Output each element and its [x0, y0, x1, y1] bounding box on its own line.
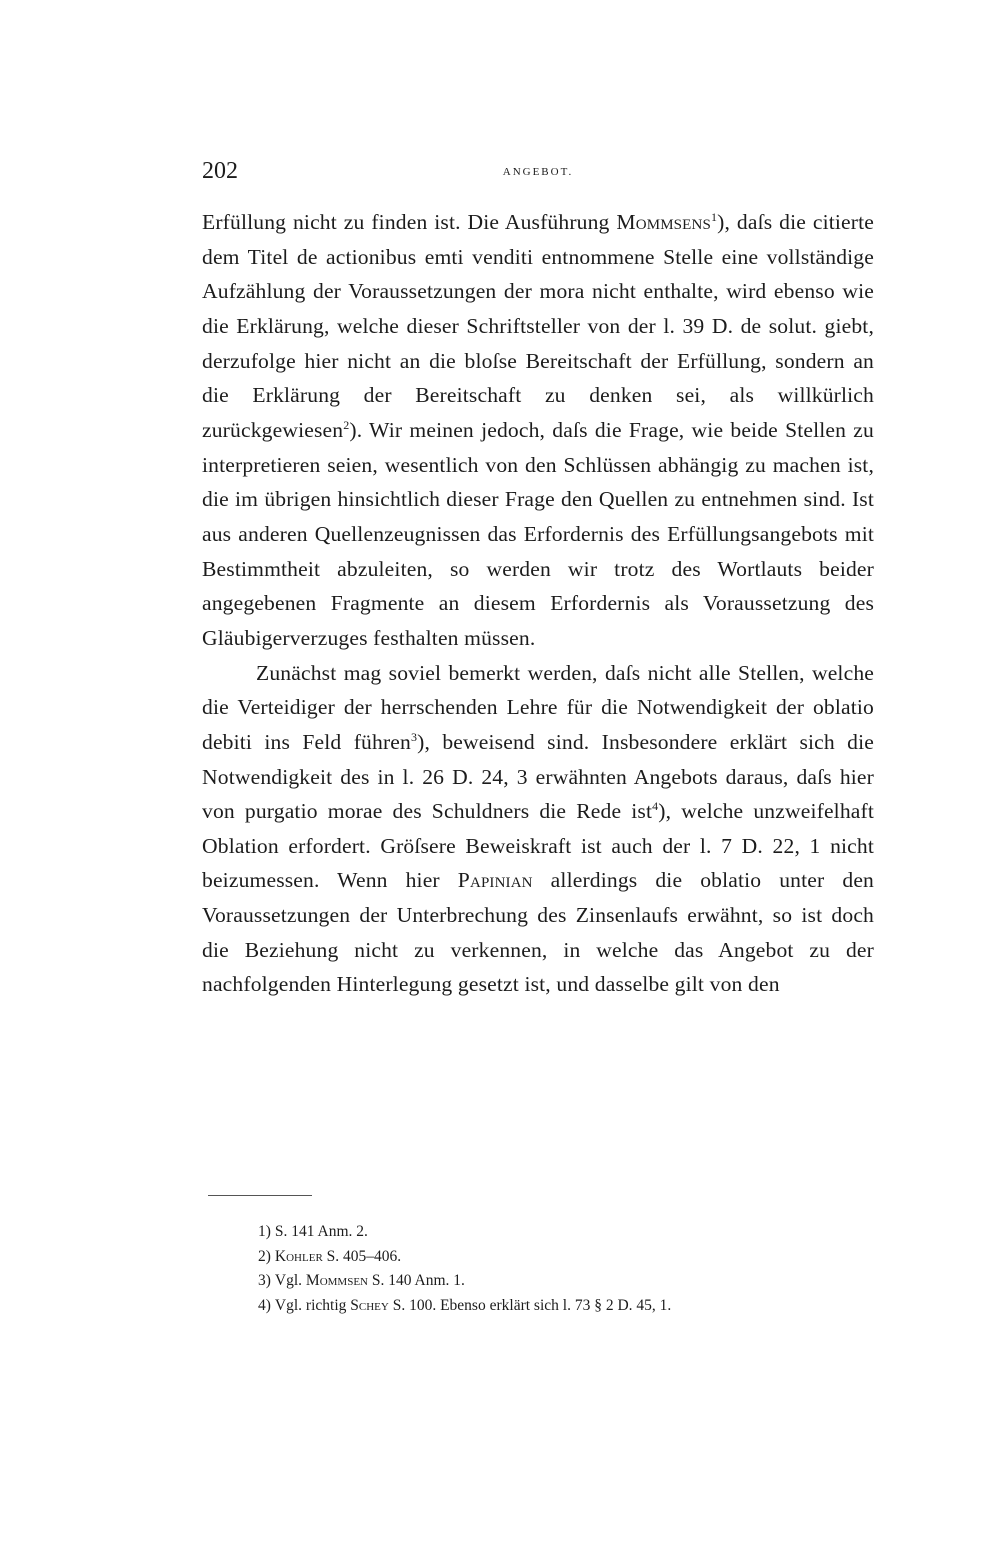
footnote — [258, 1245, 898, 1270]
author-name: Schey — [350, 1296, 389, 1314]
text-run: Vgl. richtig — [274, 1296, 351, 1314]
footnote-divider — [208, 1195, 312, 1196]
footnote — [258, 1269, 898, 1294]
footnote-ref: 4 — [652, 799, 659, 814]
footnote — [258, 1294, 898, 1319]
footnote-number: 4) — [258, 1296, 271, 1314]
footnote-number: 1) — [258, 1223, 271, 1240]
text-run: allerdings die oblatio unter den Voraussetzungen der Unterbrechung des Zinsenlaufs erwähnt, so ist doch die Beziehung nicht zu verkennen, in welche das Angebot zu der nachfolgenden Hinterlegung gesetzt ist, und dasselbe gilt von den — [202, 868, 875, 997]
footnote-ref: 2 — [343, 417, 350, 432]
author-name: Mommsens — [616, 210, 711, 234]
footnotes — [258, 1220, 898, 1318]
footnote-ref: 1 — [710, 210, 718, 224]
author-name: Mommsen — [305, 1272, 368, 1289]
author-name: Kohler — [274, 1247, 323, 1265]
text-run: S. 140 Anm. 1. — [368, 1272, 465, 1289]
paragraph — [202, 205, 874, 656]
footnote-ref: 3 — [410, 729, 418, 744]
paragraph — [202, 656, 874, 1003]
text-run: ). Wir meinen jedoch, daſs die Frage, wie beide Stellen zu interpretieren seien, wesentlich von den Schlüssen abhängig zu machen ist, die im übrigen hinsichtlich dieser Frage den Quellen zu entnehmen sind. Ist aus anderen Quellenzeugnissen das Erfordernis des Erfüllungsangebots mit Bestimmtheit abzuleiten, so werden wir trotz des Wortlauts beider angegebenen Fragmente an diesem Erfordernis als Voraussetzung des Gläubigerverzuges festhalten müssen. — [202, 417, 874, 650]
footnote-number: 3) — [258, 1272, 271, 1289]
text-run: Erfüllung nicht zu finden ist. Die Ausführung — [202, 210, 617, 234]
text-run: ), welche unzweifelhaft Oblation erfordert. Gröſsere Beweiskraft ist auch der l. 7 D. 22, 1 nicht beizumessen. Wenn hier — [202, 799, 874, 893]
author-name: Papinian — [457, 868, 533, 893]
text-run: ), beweisend sind. Insbesondere erklärt sich die Notwendigkeit des in l. 26 D. 24, 3 erwähnten Angebots daraus, daſs hier von purgatio morae des Schuldners die Rede ist — [202, 729, 875, 824]
page-header — [202, 158, 874, 192]
running-head: ANGEBOT. — [502, 166, 574, 178]
text-run: Zunächst mag soviel bemerkt werden, daſs nicht alle Stellen, welche die Verteidiger der herrschenden Lehre für die Notwendigkeit der oblatio debiti ins Feld führen — [202, 660, 874, 754]
footnote — [258, 1220, 898, 1245]
text-run: S. 141 Anm. 2. — [274, 1223, 368, 1240]
page-number: 202 — [202, 158, 238, 184]
main-text — [202, 205, 874, 1002]
text-run: S. 405–406. — [322, 1247, 402, 1265]
footnote-number: 2) — [258, 1247, 271, 1265]
text-run: Vgl. — [274, 1272, 306, 1289]
text-run: S. 100. Ebenso erklärt sich l. 73 § 2 D. 45, 1. — [388, 1296, 672, 1314]
text-run: ), daſs die citierte dem Titel de actionibus emti venditi entnommene Stelle eine vollständige Aufzählung der Voraussetzungen der mora nicht enthalte, wird ebenso wie die Erklärung, welche dieser Schriftsteller von der l. 39 D. de solut. giebt, derzufolge hier nicht an die bloſse Bereitschaft der Erfüllung, sondern an die Erklärung der Bereitschaft zu denken sei, als willkürlich zurückgewiesen — [202, 210, 874, 442]
